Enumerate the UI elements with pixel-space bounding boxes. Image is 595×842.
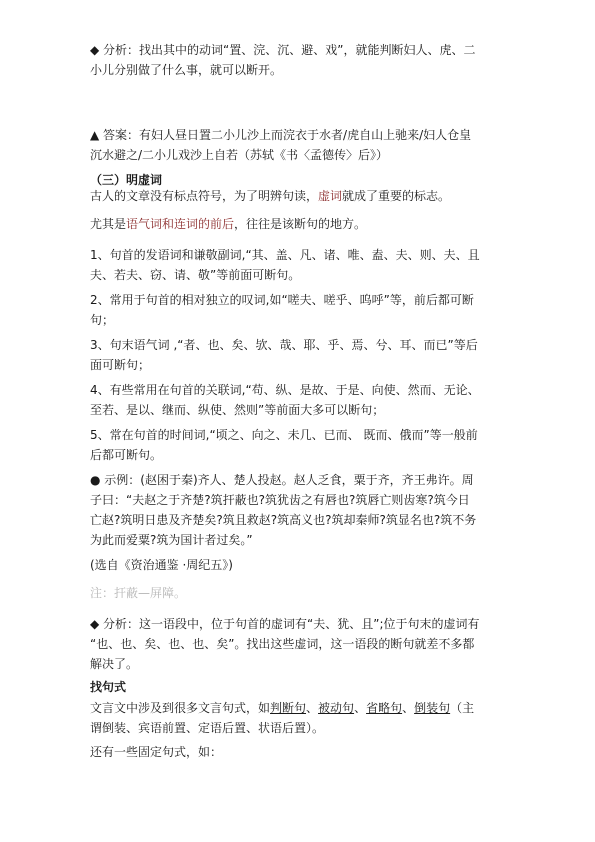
- example-paragraph: [90, 470, 510, 550]
- text-line: 亡赵?筑明日患及齐楚矣?筑且救赵?筑高义也?筑却秦师?筑显名也?筑不务: [90, 513, 477, 527]
- text-line: 子曰：“夫赵之于齐楚?筑扞蔽也?筑犹齿之有唇也?筑唇亡则齿寒?筑今日: [90, 493, 470, 507]
- analysis-paragraph-1: [90, 40, 510, 80]
- text-line: 为此而爱粟?筑为国计者过矣。”: [90, 533, 253, 547]
- text-line: ● 示例：(赵困于秦)齐人、楚人投赵。赵人乏食，粟于齐，齐王弗许。周: [90, 473, 474, 487]
- xuci-intro: [90, 186, 510, 206]
- sentence-patterns-intro: [90, 698, 510, 738]
- section-heading-sentence-patterns: 找句式: [90, 680, 127, 694]
- rule-3: [90, 335, 510, 375]
- text-line: 小儿分别做了什么事，就可以断开。: [90, 63, 283, 77]
- intro-text: 文言文中涉及到很多文言句式，如: [90, 701, 271, 715]
- rule-5: [90, 425, 510, 465]
- separator: 、: [354, 701, 367, 715]
- fixed-patterns-line: 还有一些固定句式，如：: [90, 745, 223, 759]
- answer-paragraph-1: [90, 125, 510, 165]
- text-line: 句；: [90, 313, 115, 327]
- example-source: (选自《资治通鉴 ·周纪五》): [90, 558, 233, 572]
- text-line: 1、句首的发语词和谦敬副词,“其、盖、凡、诸、唯、盍、夫、则、夫、且: [90, 248, 480, 262]
- text-line: 夫、若夫、窃、请、敬”等前面可断句。: [90, 268, 301, 282]
- rule-4: [90, 380, 510, 420]
- text-line: 3、句末语气词 ,“者、也、矣、欤、哉、耶、乎、焉、兮、耳、而已”等后: [90, 338, 478, 352]
- rule-1: [90, 245, 510, 285]
- text-line: “也、也、矣、也、也、矣”。找出这些虚词，这一语段的断句就差不多都: [90, 637, 475, 651]
- pattern-beidong: 被动句: [318, 701, 355, 715]
- xuci-emphasis: [90, 214, 510, 234]
- section-heading-xuci: （三）明虚词: [90, 173, 163, 187]
- pattern-shenglue: 省略句: [366, 701, 403, 715]
- pattern-daozhuang: 倒装句: [414, 701, 451, 715]
- pattern-panduan: 判断句: [270, 701, 307, 715]
- rule-2: [90, 290, 510, 330]
- emphasis-highlight: 语气词和连词的前后: [126, 217, 235, 231]
- separator: 、: [306, 701, 319, 715]
- text-line: ◆ 分析：找出其中的动词“置、浣、沉、避、戏”，就能判断妇人、虎、二: [90, 43, 476, 57]
- text-line: ▲ 答案：有妇人昼日置二小儿沙上而浣衣于水者/虎自山上驰来/妇人仓皇: [90, 128, 472, 142]
- text-line: [90, 698, 510, 718]
- emphasis-text: ，往往是该断句的地方。: [234, 217, 367, 231]
- intro-text: 古人的文章没有标点符号，为了明辨句读，: [90, 189, 319, 203]
- intro-highlight: 虚词: [318, 189, 343, 203]
- example-note: 注：扞蔽—屏障。: [90, 586, 187, 600]
- text-line: ◆ 分析：这一语段中，位于句首的虚词有“夫、犹、且”;位于句末的虚词有: [90, 617, 480, 631]
- text-line: 至若、是以、继而、纵使、然则”等前面大多可以断句；: [90, 403, 385, 417]
- text-line: 4、有些常用在句首的关联词,“苟、纵、是故、于是、向使、然而、无论、: [90, 383, 480, 397]
- intro-text: 就成了重要的标志。: [342, 189, 451, 203]
- separator: 、: [402, 701, 415, 715]
- text-line: 解决了。: [90, 657, 139, 671]
- text-line: 2、常用于句首的相对独立的叹词,如“嗟夫、嗟乎、呜呼”等，前后都可断: [90, 293, 474, 307]
- text-line: 面可断句；: [90, 358, 151, 372]
- emphasis-text: 尤其是: [90, 217, 127, 231]
- text-line: 后都可断句。: [90, 448, 163, 462]
- intro-paren: （主: [450, 701, 475, 715]
- text-line: 沉水避之/二小儿戏沙上自若（苏轼《书〈孟德传〉后》）: [90, 148, 389, 162]
- text-line: 5、常在句首的时间词,“顷之、向之、未几、已而、 既而、俄而”等一般前: [90, 428, 478, 442]
- text-line: 谓倒装、宾语前置、定语后置、状语后置）。: [90, 721, 325, 735]
- analysis-paragraph-2: [90, 614, 510, 674]
